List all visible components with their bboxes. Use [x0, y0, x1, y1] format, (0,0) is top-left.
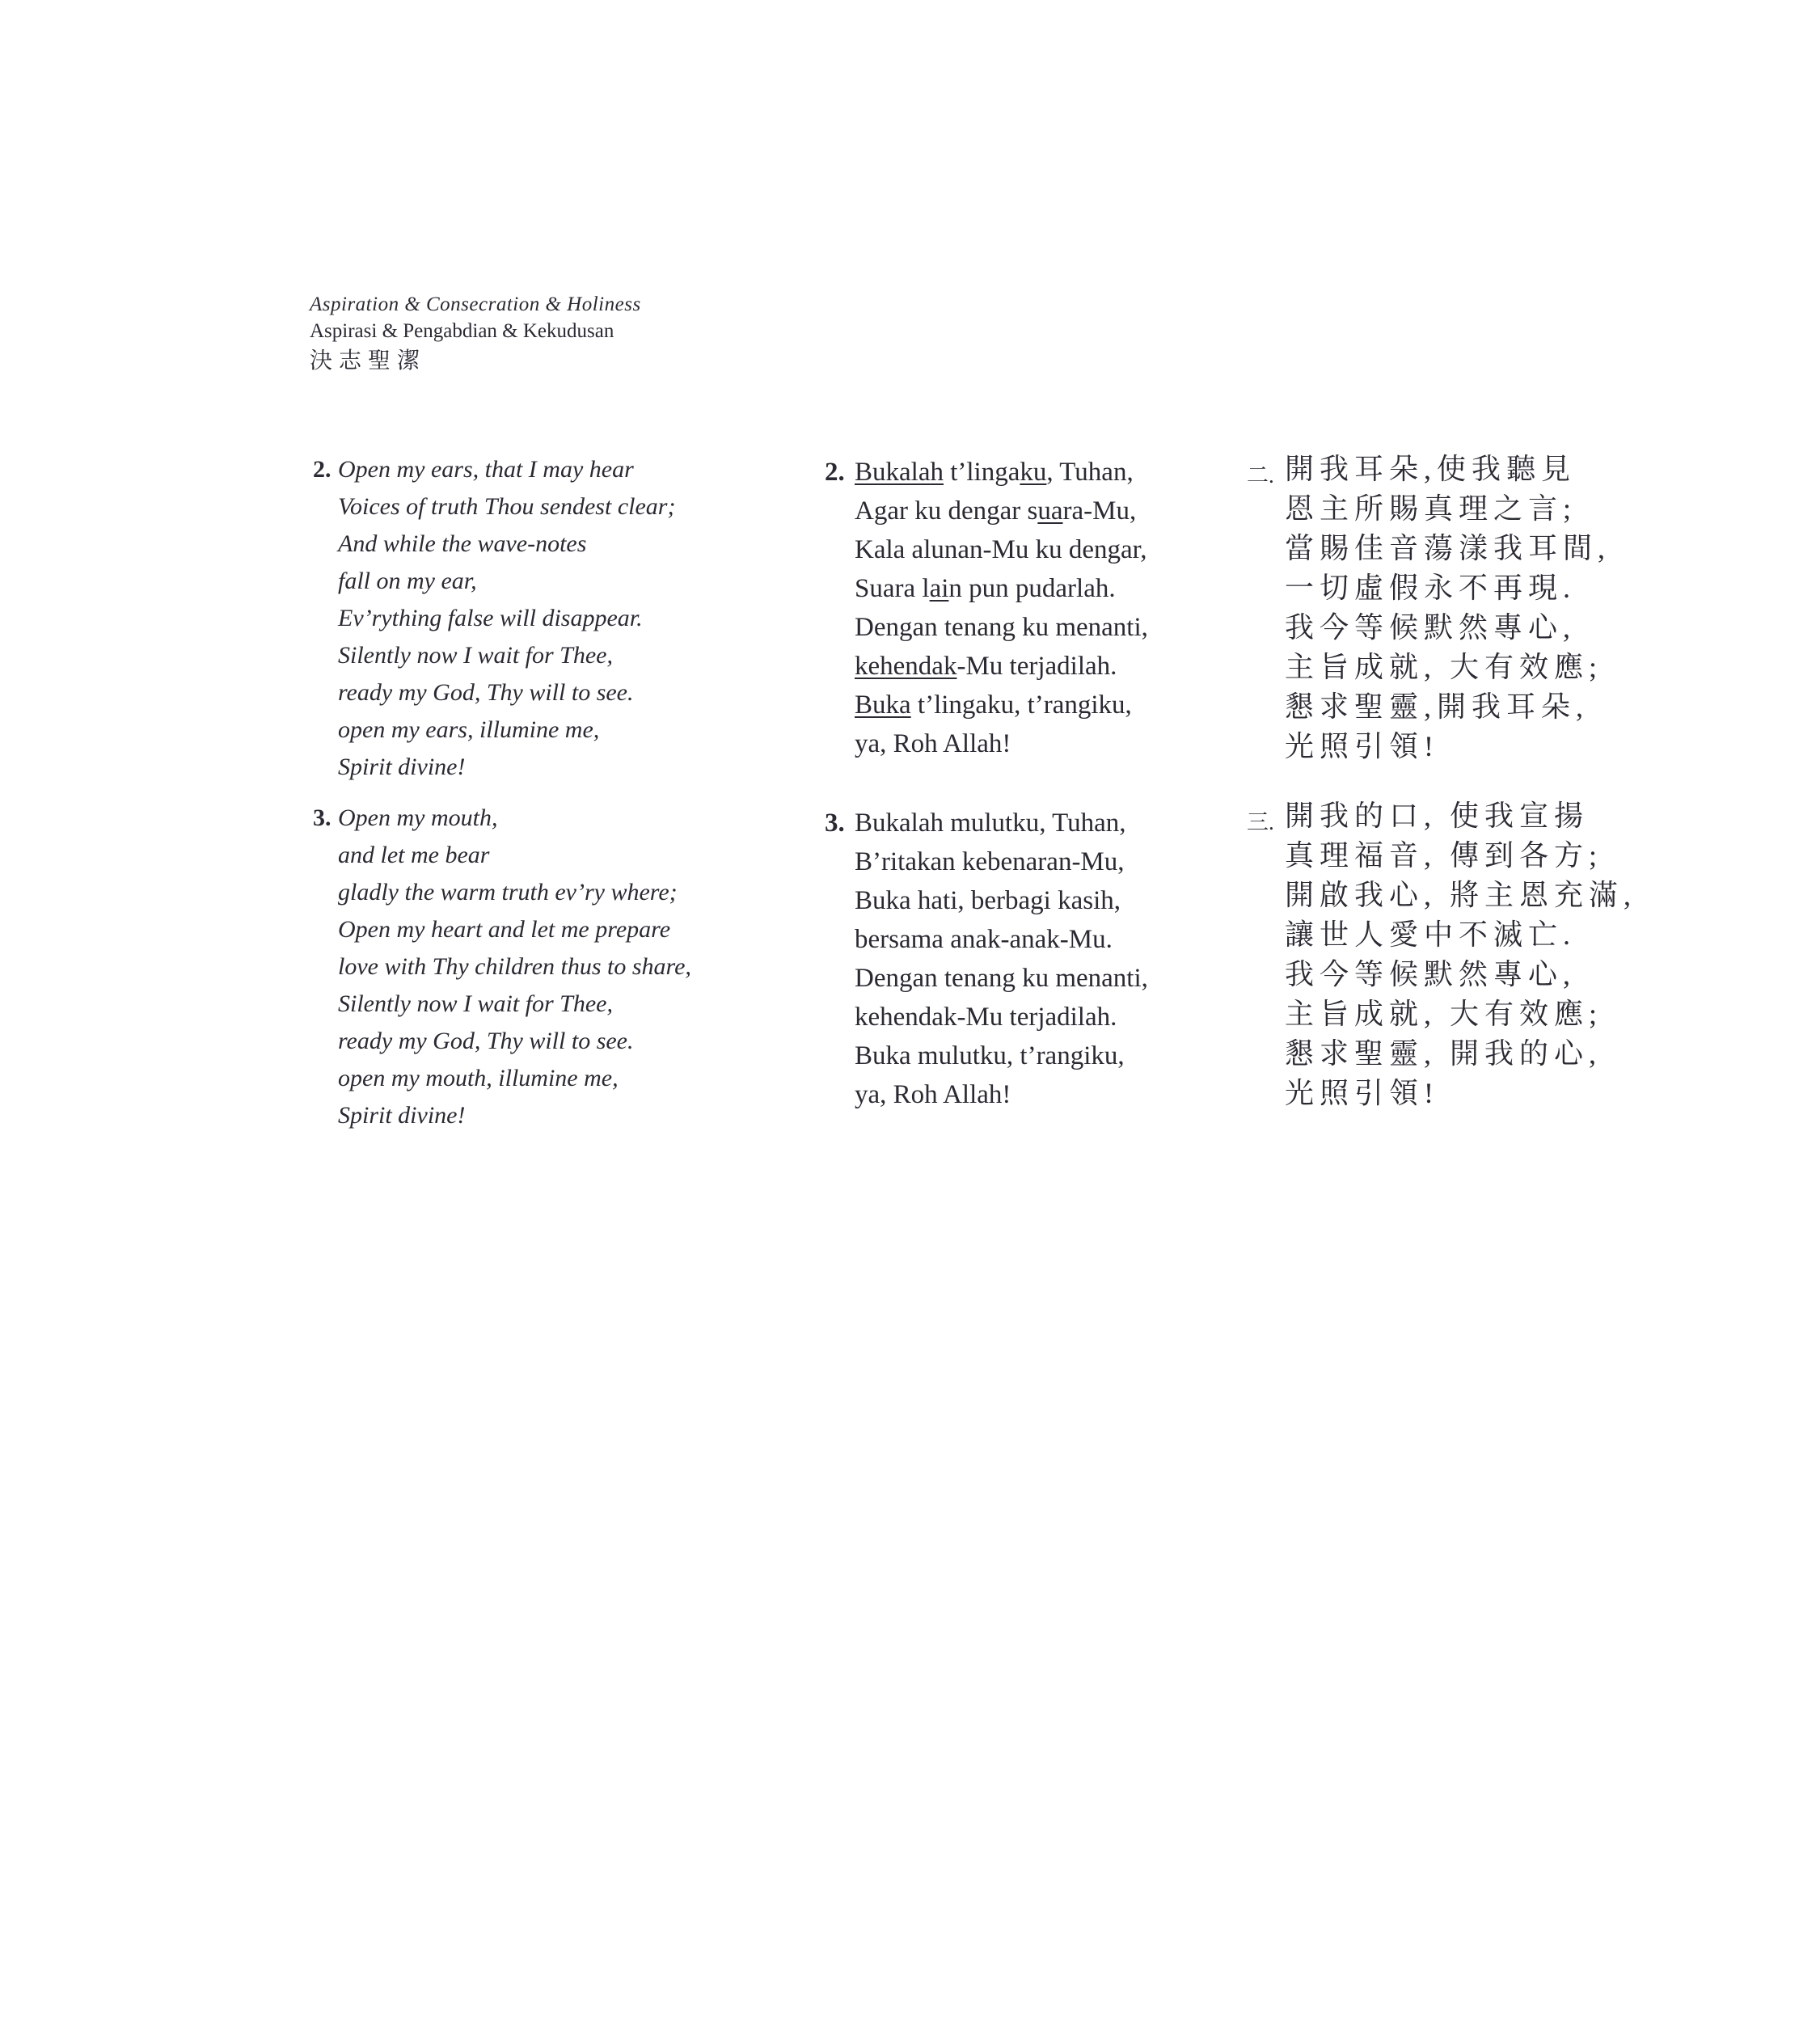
verse-line: Kala alunan-Mu ku dengar,: [855, 535, 1147, 564]
verse-line: Open my heart and let me prepare: [338, 916, 671, 943]
verse-line: 光照引領!: [1285, 730, 1439, 762]
verse-line: 光照引領!: [1285, 1077, 1439, 1109]
verse-line: gladly the warm truth ev’ry where;: [338, 879, 678, 906]
verse-line: Voices of truth Thou sendest clear;: [338, 493, 676, 520]
verse-line: Buka hati, berbagi kasih,: [855, 886, 1121, 915]
category-header: [310, 291, 641, 376]
verse-line: 懇求聖靈,開我耳朵,: [1285, 690, 1590, 723]
verse-line: ya, Roh Allah!: [855, 1080, 1011, 1109]
verse-line: 主旨成就, 大有效應;: [1285, 998, 1603, 1030]
verse-lines: [855, 453, 1148, 763]
category-title-english: Aspiration & Consecration & Holiness: [310, 293, 641, 315]
verse-line: kehendak-Mu terjadilah.: [855, 652, 1117, 681]
verse-line: 一切虛假永不再現.: [1285, 572, 1577, 604]
verse-line: ya, Roh Allah!: [855, 729, 1011, 758]
verse-number: 2.: [825, 458, 845, 487]
verse-line: And while the wave-notes: [338, 530, 587, 557]
verse-number: 三.: [1247, 810, 1274, 834]
verse-line: 主旨成就, 大有效應;: [1285, 651, 1603, 683]
verse-line: Open my ears, that I may hear: [338, 456, 634, 483]
verse-line: 我今等候默然專心,: [1285, 611, 1577, 644]
verse: [313, 800, 691, 1134]
verse-line: kehendak-Mu terjadilah.: [855, 1003, 1117, 1032]
verse-line: 懇求聖靈, 開我的心,: [1285, 1037, 1603, 1070]
verse-line: bersama anak-anak-Mu.: [855, 925, 1113, 954]
verse: [825, 453, 1148, 763]
category-title-chinese: 決志聖潔: [310, 348, 427, 374]
verse-number: 二.: [1247, 463, 1274, 488]
verse-line: B’ritakan kebenaran-Mu,: [855, 847, 1125, 876]
verse-line: Silently now I wait for Thee,: [338, 990, 613, 1017]
verse: [1247, 450, 1636, 766]
verse-line: ready my God, Thy will to see.: [338, 1028, 634, 1054]
verse-line: Bukalah mulutku, Tuhan,: [855, 808, 1126, 838]
verse-line: open my mouth, illumine me,: [338, 1065, 619, 1091]
verse-line: 我今等候默然專心,: [1285, 958, 1577, 990]
verse-line: Suara lain pun pudarlah.: [855, 574, 1116, 603]
verse-line: and let me bear: [338, 842, 490, 868]
verse-line: Agar ku dengar suara-Mu,: [855, 496, 1137, 526]
verse-number: 3.: [313, 804, 331, 831]
verse-line: Silently now I wait for Thee,: [338, 642, 613, 669]
column-indonesian-lyrics: [825, 453, 1148, 1114]
verse-line: 開我的口, 使我宣揚: [1285, 800, 1590, 832]
verse-line: Open my mouth,: [338, 804, 498, 831]
verse: [1247, 796, 1636, 1113]
verse-line: 恩主所賜真理之言;: [1285, 492, 1577, 525]
verse-line: Spirit divine!: [338, 754, 466, 780]
verse-line: Dengan tenang ku menanti,: [855, 613, 1148, 642]
verse-line: Dengan tenang ku menanti,: [855, 964, 1148, 993]
verse-lines: [338, 451, 675, 786]
verse-line: ready my God, Thy will to see.: [338, 679, 634, 706]
verse-number: 3.: [825, 808, 845, 838]
verse-line: Spirit divine!: [338, 1102, 466, 1129]
verse-line: 讓世人愛中不滅亡.: [1285, 918, 1577, 951]
verse-line: Ev’rything false will disappear.: [338, 605, 643, 631]
verse: [313, 451, 691, 786]
verse-line: Bukalah t’lingaku, Tuhan,: [855, 458, 1134, 487]
verse-line: 開啟我心, 將主恩充滿,: [1285, 879, 1637, 911]
verse-line: 開我耳朵,使我聽見: [1285, 453, 1577, 485]
verse-line: 當賜佳音蕩漾我耳間,: [1285, 532, 1611, 564]
verse-line: Buka t’lingaku, t’rangiku,: [855, 690, 1132, 720]
verse-lines: [1285, 796, 1636, 1113]
verse-lines: [1285, 450, 1611, 766]
category-title-indonesian: Aspirasi & Pengabdian & Kekudusan: [310, 320, 614, 342]
verse: [825, 804, 1148, 1114]
verse-line: fall on my ear,: [338, 568, 477, 594]
verse-lines: [338, 800, 691, 1134]
column-chinese-lyrics: [1247, 450, 1636, 1113]
verse-line: 真理福音, 傳到各方;: [1285, 839, 1603, 872]
column-english-lyrics: [313, 451, 691, 1134]
verse-number: 2.: [313, 456, 331, 483]
verse-lines: [855, 804, 1148, 1114]
verse-line: Buka mulutku, t’rangiku,: [855, 1041, 1125, 1070]
verse-line: love with Thy children thus to share,: [338, 953, 691, 980]
verse-line: open my ears, illumine me,: [338, 716, 600, 743]
